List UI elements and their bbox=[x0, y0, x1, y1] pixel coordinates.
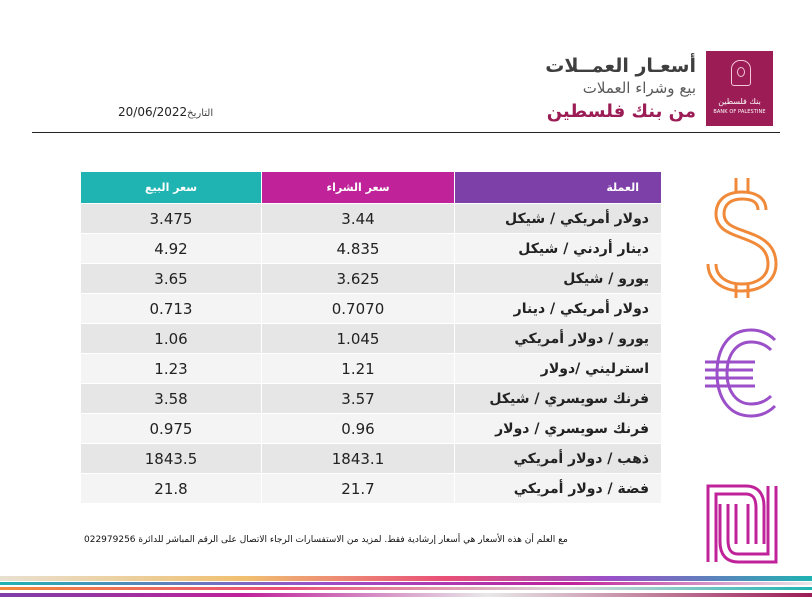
currency-pair: فرنك سويسري / شيكل bbox=[455, 384, 662, 414]
footer-phone: 022979256 bbox=[84, 535, 136, 545]
header-sell: سعر البيع bbox=[81, 172, 262, 204]
buy-rate: 3.57 bbox=[262, 384, 455, 414]
decor-stripe-2 bbox=[0, 582, 812, 585]
table-row bbox=[81, 324, 662, 354]
currency-pair: فرنك سويسري / دولار bbox=[455, 414, 662, 444]
sell-rate: 21.8 bbox=[81, 474, 262, 504]
table-row bbox=[81, 444, 662, 474]
buy-rate: 0.7070 bbox=[262, 294, 455, 324]
table-row bbox=[81, 204, 662, 234]
sell-rate: 3.475 bbox=[81, 204, 262, 234]
bank-emblem-icon bbox=[731, 60, 751, 86]
header-buy: سعر الشراء bbox=[262, 172, 455, 204]
currency-pair: استرليني /دولار bbox=[455, 354, 662, 384]
sell-rate: 0.975 bbox=[81, 414, 262, 444]
table-row bbox=[81, 294, 662, 324]
euro-icon bbox=[703, 326, 785, 421]
table-body bbox=[81, 204, 662, 504]
currency-pair: دينار أردني / شيكل bbox=[455, 234, 662, 264]
table-row bbox=[81, 384, 662, 414]
buy-rate: 1843.1 bbox=[262, 444, 455, 474]
table-header-row bbox=[81, 172, 662, 204]
decor-stripe-3 bbox=[0, 587, 812, 590]
logo-name-ar: بنك فلسطين bbox=[718, 97, 761, 106]
table-row bbox=[81, 414, 662, 444]
sell-rate: 0.713 bbox=[81, 294, 262, 324]
page-title: أسعـار العمــلات bbox=[545, 55, 696, 77]
date-line bbox=[118, 105, 213, 119]
buy-rate: 1.045 bbox=[262, 324, 455, 354]
buy-rate: 4.835 bbox=[262, 234, 455, 264]
currency-pair: دولار أمريكي / شيكل bbox=[455, 204, 662, 234]
sell-rate: 1843.5 bbox=[81, 444, 262, 474]
sell-rate: 3.65 bbox=[81, 264, 262, 294]
page-subtitle: بيع وشراء العملات bbox=[582, 79, 696, 97]
table-row bbox=[81, 264, 662, 294]
buy-rate: 21.7 bbox=[262, 474, 455, 504]
header-currency: العملة bbox=[455, 172, 662, 204]
bank-logo bbox=[706, 51, 773, 126]
sell-rate: 1.23 bbox=[81, 354, 262, 384]
decor-stripe-4 bbox=[0, 593, 812, 597]
date-label: التاريخ bbox=[187, 108, 214, 119]
buy-rate: 3.625 bbox=[262, 264, 455, 294]
currency-pair: فضة / دولار أمريكي bbox=[455, 474, 662, 504]
bank-tagline: من بنك فلسطين bbox=[546, 101, 696, 122]
sell-rate: 4.92 bbox=[81, 234, 262, 264]
footer-note bbox=[84, 535, 568, 545]
sell-rate: 1.06 bbox=[81, 324, 262, 354]
table-row bbox=[81, 474, 662, 504]
date-value: 20/06/2022 bbox=[118, 105, 188, 119]
buy-rate: 1.21 bbox=[262, 354, 455, 384]
header-divider bbox=[32, 132, 780, 133]
currency-pair: يورو / شيكل bbox=[455, 264, 662, 294]
table-row bbox=[81, 234, 662, 264]
buy-rate: 0.96 bbox=[262, 414, 455, 444]
currency-pair: يورو / دولار أمريكي bbox=[455, 324, 662, 354]
exchange-rates-table bbox=[80, 171, 662, 504]
currency-pair: ذهب / دولار أمريكي bbox=[455, 444, 662, 474]
logo-name-en: BANK OF PALESTINE bbox=[713, 109, 766, 115]
table-row bbox=[81, 354, 662, 384]
dollar-icon bbox=[706, 170, 778, 306]
shekel-icon bbox=[704, 482, 780, 566]
buy-rate: 3.44 bbox=[262, 204, 455, 234]
decor-stripe-1 bbox=[0, 576, 812, 581]
currency-pair: دولار أمريكي / دينار bbox=[455, 294, 662, 324]
sell-rate: 3.58 bbox=[81, 384, 262, 414]
footer-note-text: مع العلم أن هذه الأسعار هي أسعار إرشادية فقط. لمزيد من الاستفسارات الرجاء الاتصال على الرقم المباشر للدائرة bbox=[138, 535, 568, 545]
